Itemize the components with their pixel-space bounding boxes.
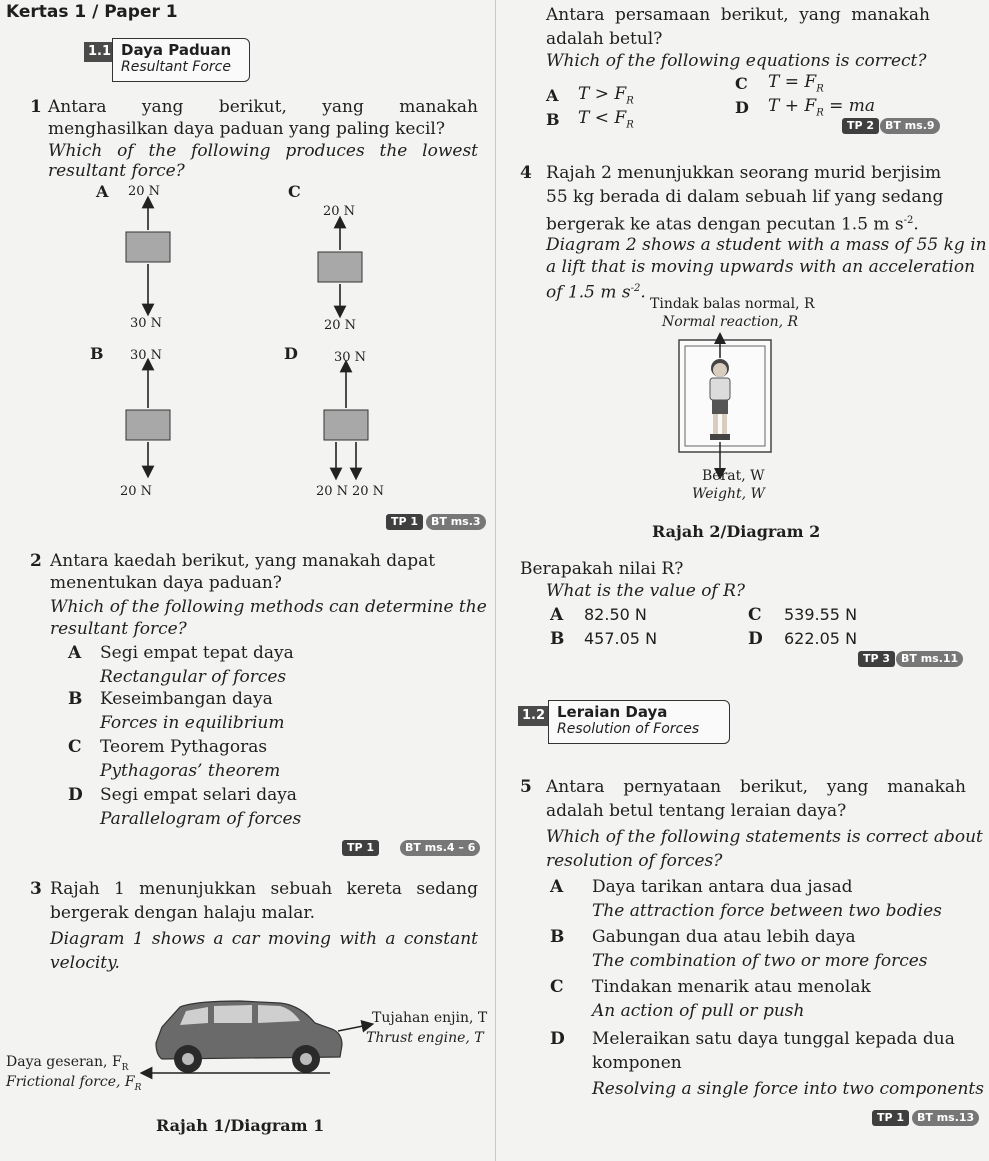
- q4-ms-line1: Rajah 2 menunjukkan seorang murid berjisim: [546, 163, 942, 183]
- q5-option-d-ms-line2: komponen: [592, 1053, 682, 1073]
- q3-tp-tag: TP 2: [842, 118, 879, 134]
- friction-label-ms: Daya geseran, $F_R$: [6, 1054, 129, 1073]
- section-title-en: Resultant Force: [121, 59, 231, 75]
- page-header-title: Kertas 1 / Paper 1: [6, 2, 178, 22]
- q2-en-line1: Which of the following methods can determine the: [50, 597, 487, 617]
- normal-label-ms: Tindak balas normal, R: [650, 296, 815, 312]
- q2-option-c-letter: C: [68, 737, 82, 757]
- q2-option-c-ms: Teorem Pythagoras: [100, 737, 268, 757]
- column-divider: [495, 0, 496, 1161]
- car-diagram: [140, 995, 380, 1085]
- section-number-1-2: 1.2: [518, 706, 549, 726]
- q3-option-a-eq: $T > F_R$: [578, 84, 634, 107]
- q2-option-a-ms: Segi empat tepat daya: [100, 643, 294, 663]
- q5-option-b-letter: B: [550, 927, 565, 947]
- q4-en-line3: of 1.5 m $s^{-2}$.: [546, 282, 646, 303]
- q5-en-line1: Which of the following statements is correct about: [546, 827, 983, 847]
- q2-option-a-en: Rectangular of forces: [100, 667, 287, 687]
- q5-en-line2: resolution of forces?: [546, 851, 723, 871]
- q1-option-a-top: 20 N: [128, 184, 161, 199]
- section-title-ms: Daya Paduan: [121, 41, 232, 59]
- q4-option-b-letter: B: [550, 629, 565, 649]
- q4-number: 4: [520, 163, 532, 183]
- q5-option-b-ms: Gabungan dua atau lebih daya: [592, 927, 856, 947]
- q5-option-c-letter: C: [550, 977, 564, 997]
- q3-option-c-letter: C: [735, 74, 748, 93]
- q3-option-c-eq: $T = F_R$: [768, 72, 824, 95]
- q1-en-line2: resultant force?: [48, 161, 185, 181]
- q5-option-a-ms: Daya tarikan antara dua jasad: [592, 877, 853, 897]
- q2-option-d-ms: Segi empat selari daya: [100, 785, 297, 805]
- q2-option-a-letter: A: [68, 643, 82, 663]
- q1-bt-tag: BT ms.3: [426, 514, 486, 530]
- friction-label-en: Frictional force, $F_R$: [6, 1074, 142, 1093]
- q3-en-prompt: Which of the following equations is correct?: [546, 51, 927, 71]
- diagram-2-caption: Rajah 2/Diagram 2: [652, 522, 821, 541]
- q1-force-diagrams: [60, 180, 480, 510]
- q3-en-line1: Diagram 1 shows a car moving with a constant: [50, 929, 478, 949]
- q1-option-c-letter: C: [288, 182, 301, 201]
- q1-number: 1: [30, 97, 42, 117]
- q3-ms-prompt-line1: Antara persamaan berikut, yang manakah: [546, 5, 930, 25]
- weight-label-ms: Berat, W: [702, 468, 765, 484]
- q2-ms-line2: menentukan daya paduan?: [50, 573, 282, 593]
- q4-bt-tag: BT ms.11: [896, 651, 963, 667]
- q3-ms-prompt-line2: adalah betul?: [546, 29, 663, 49]
- q5-option-d-letter: D: [550, 1029, 565, 1049]
- q5-option-a-en: The attraction force between two bodies: [592, 901, 942, 921]
- q1-option-d-bottom-right: 20 N: [352, 484, 385, 499]
- diagram-1-caption: Rajah 1/Diagram 1: [156, 1116, 325, 1135]
- section-number-1-1: 1.1: [84, 42, 115, 62]
- q3-option-b-eq: $T < F_R$: [578, 108, 634, 131]
- q2-option-d-en: Parallelogram of forces: [100, 809, 302, 829]
- q3-number: 3: [30, 879, 42, 899]
- q1-option-b-letter: B: [90, 344, 104, 363]
- q2-option-b-ms: Keseimbangan daya: [100, 689, 273, 709]
- lift-diagram: [676, 332, 774, 482]
- q1-option-c-bottom: 20 N: [324, 318, 357, 333]
- q5-option-c-ms: Tindakan menarik atau menolak: [592, 977, 871, 997]
- q5-option-a-letter: A: [550, 877, 564, 897]
- thrust-label-en: Thrust engine, T: [366, 1030, 484, 1046]
- q4-option-a-letter: A: [550, 605, 564, 625]
- q1-option-d-diagram: [324, 366, 368, 474]
- q1-option-d-bottom-left: 20 N: [316, 484, 349, 499]
- q5-option-d-en: Resolving a single force into two components: [592, 1079, 984, 1099]
- q5-ms-line2: adalah betul tentang leraian daya?: [546, 801, 847, 821]
- q4-en-line1: Diagram 2 shows a student with a mass of 55 kg in: [546, 235, 987, 255]
- section-heading-1-1: [112, 38, 250, 82]
- q2-number: 2: [30, 551, 42, 571]
- q2-ms-line1: Antara kaedah berikut, yang manakah dapat: [50, 551, 436, 571]
- q1-ms-line1: Antara yang berikut, yang manakah: [48, 97, 478, 117]
- q4-en-line2: a lift that is moving upwards with an acceleration: [546, 257, 976, 277]
- q2-option-d-letter: D: [68, 785, 83, 805]
- q1-option-c-top: 20 N: [323, 204, 356, 219]
- q4-ms-line3: bergerak ke atas dengan pecutan 1.5 m $s^{-2}$.: [546, 214, 919, 235]
- q1-tp-tag: TP 1: [386, 514, 423, 530]
- q5-ms-line1: Antara pernyataan berikut, yang manakah: [546, 777, 966, 797]
- q3-ms-line2: bergerak dengan halaju malar.: [50, 903, 316, 923]
- q5-option-d-ms-line1: Meleraikan satu daya tunggal kepada dua: [592, 1029, 955, 1049]
- q2-en-line2: resultant force?: [50, 619, 187, 639]
- thrust-label-ms: Tujahan enjin, T: [372, 1010, 488, 1026]
- q1-option-d-letter: D: [284, 344, 298, 363]
- q4-en-prompt: What is the value of R?: [546, 581, 746, 601]
- q5-option-c-en: An action of pull or push: [592, 1001, 805, 1021]
- q1-option-d-top: 30 N: [334, 350, 367, 365]
- q1-option-b-top: 30 N: [130, 348, 163, 363]
- q1-option-c-diagram: [318, 222, 362, 312]
- q3-option-d-eq: $T + F_R$ = ma: [768, 96, 876, 119]
- section-title-ms-1-2: Leraian Daya: [557, 703, 668, 721]
- q5-option-b-en: The combination of two or more forces: [592, 951, 928, 971]
- q2-bt-tag: BT ms.4 – 6: [400, 840, 480, 856]
- section-heading-1-2: [548, 700, 730, 744]
- q1-option-a-diagram: [126, 202, 170, 310]
- q1-option-b-bottom: 20 N: [120, 484, 153, 499]
- q4-option-c-value: 539.55 N: [784, 605, 858, 624]
- q2-option-b-en: Forces in equilibrium: [100, 713, 285, 733]
- q4-ms-line2: 55 kg berada di dalam sebuah lif yang sedang: [546, 187, 944, 207]
- q5-bt-tag: BT ms.13: [912, 1110, 979, 1126]
- q1-ms-line2: menghasilkan daya paduan yang paling kecil?: [48, 119, 445, 139]
- q1-option-a-letter: A: [96, 182, 109, 201]
- weight-label-en: Weight, W: [692, 486, 765, 502]
- q3-option-d-letter: D: [735, 98, 749, 117]
- normal-label-en: Normal reaction, R: [662, 314, 799, 330]
- q3-option-a-letter: A: [546, 86, 559, 105]
- q4-option-a-value: 82.50 N: [584, 605, 647, 624]
- q5-number: 5: [520, 777, 532, 797]
- q2-option-c-en: Pythagoras’ theorem: [100, 761, 281, 781]
- q2-tp-tag: TP 1: [342, 840, 379, 856]
- q3-ms-line1: Rajah 1 menunjukkan sebuah kereta sedang: [50, 879, 478, 899]
- q4-option-c-letter: C: [748, 605, 762, 625]
- section-title-en-1-2: Resolution of Forces: [557, 721, 700, 737]
- q1-en-line1: Which of the following produces the lowest: [48, 141, 478, 161]
- q1-option-a-bottom: 30 N: [130, 316, 163, 331]
- q2-option-b-letter: B: [68, 689, 83, 709]
- q4-option-d-value: 622.05 N: [784, 629, 858, 648]
- q3-option-b-letter: B: [546, 110, 560, 129]
- q4-tp-tag: TP 3: [858, 651, 895, 667]
- q3-en-line2: velocity.: [50, 953, 120, 973]
- q5-tp-tag: TP 1: [872, 1110, 909, 1126]
- q4-option-b-value: 457.05 N: [584, 629, 658, 648]
- q4-ms-prompt: Berapakah nilai R?: [520, 559, 684, 579]
- q4-option-d-letter: D: [748, 629, 763, 649]
- q3-bt-tag: BT ms.9: [880, 118, 940, 134]
- q1-option-b-diagram: [126, 364, 170, 472]
